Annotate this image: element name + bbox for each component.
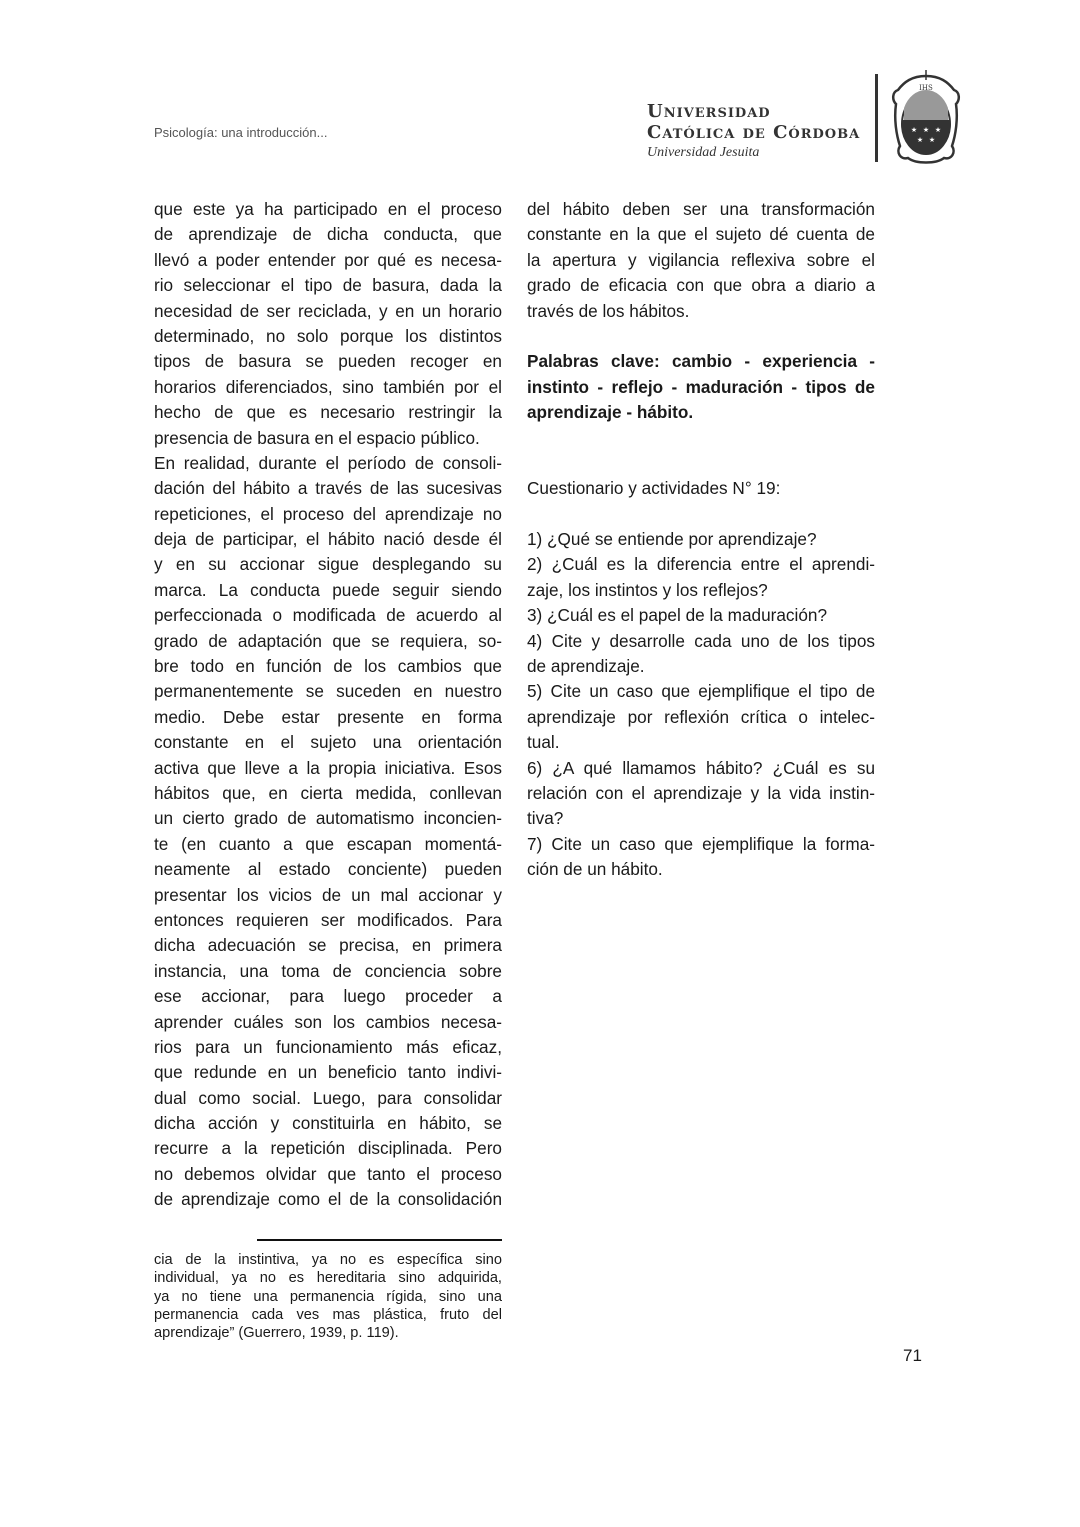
text-line: ción de un hábito. (527, 859, 663, 880)
text-line: aprendizaje” (Guerrero, 1939, p. 119). (154, 1325, 399, 1342)
text-line: 2) ¿Cuál es la diferencia entre el aprendi- (527, 554, 875, 575)
text-line: través de los hábitos. (527, 300, 690, 321)
text-line: zaje, los instintos y los reflejos? (527, 579, 768, 600)
question-item (527, 832, 875, 883)
text-line: de aprendizaje. (527, 656, 645, 677)
svg-text:★: ★ (916, 136, 924, 144)
text-line: dicha adecuación se precisa, en primera (154, 935, 502, 956)
right-column-text (527, 197, 875, 883)
text-line: la apertura y vigilancia reflexiva sobre el (527, 249, 875, 270)
text-line: que redunde en un beneficio tanto indivi- (154, 1062, 502, 1083)
text-line: En realidad, durante el período de consoli- (154, 452, 502, 473)
question-item (527, 603, 875, 628)
text-line: entonces requieren ser modificados. Para (154, 909, 502, 930)
text-line: no debemos olvidar que tanto el proceso (154, 1163, 502, 1184)
text-line: grado de eficacia con que obra a diario a (527, 275, 875, 296)
text-line: te (en cuanto a que escapan momentá- (154, 833, 502, 854)
text-line: horarios diferenciados, sino también por el (154, 376, 502, 397)
svg-text:★: ★ (934, 126, 942, 134)
text-line: tiva? (527, 808, 564, 829)
question-item (527, 629, 875, 680)
text-line: activa que lleve a la propia iniciativa. Esos (154, 757, 502, 778)
question-item (527, 552, 875, 603)
text-line: grado de adaptación que se requiera, so- (154, 630, 502, 651)
text-line: relación con el aprendizaje y la vida instin- (527, 783, 875, 803)
text-line: dación del hábito a través de las sucesivas (154, 478, 502, 499)
text-line: marca. La conducta puede seguir siendo (154, 579, 502, 600)
page-number: 71 (903, 1346, 922, 1365)
text-line: que este ya ha participado en el proceso (154, 199, 502, 219)
text-line: necesidad de ser reciclada, y en un horario (154, 300, 502, 321)
text-line: 1) ¿Qué se entiende por aprendizaje? (527, 529, 817, 550)
text-line: 5) Cite un caso que ejemplifique el tipo de (527, 681, 875, 702)
university-logo-text (647, 101, 860, 163)
svg-text:★: ★ (928, 136, 936, 144)
footnote (154, 1251, 502, 1342)
text-line: determinado, no solo porque los distintos (154, 325, 502, 346)
text-line: llevó a poder entender por qué es necesa- (154, 249, 502, 270)
question-item (527, 679, 875, 755)
text-line: Palabras clave: cambio - experiencia - (527, 351, 875, 372)
body-paragraph (154, 451, 502, 1213)
text-line: 3) ¿Cuál es el papel de la maduración? (527, 605, 828, 626)
text-line: medio. Debe estar presente en forma (154, 706, 502, 727)
text-line: neamente al estado conciente) pueden (154, 859, 502, 880)
text-line: hecho de que es necesario restringir la (154, 402, 502, 423)
svg-text:★: ★ (922, 126, 930, 134)
text-line: aprendizaje - hábito. (527, 402, 694, 423)
question-item (527, 527, 875, 552)
footnote-separator (257, 1239, 502, 1241)
text-line: dual como social. Luego, para consolidar (154, 1087, 502, 1108)
text-line: presencia de basura en el espacio público. (154, 427, 480, 448)
text-line: hábitos que, en cierta medida, conllevan (154, 782, 502, 803)
text-line: presentar los vicios de un mal accionar y (154, 884, 502, 905)
text-line: instinto - reflejo - maduración - tipos de (527, 376, 875, 397)
text-line: recurre a la repetición disciplinada. Pero (154, 1138, 502, 1159)
text-line: bre todo en función de los cambios que (154, 656, 502, 677)
svg-text:★: ★ (910, 126, 918, 134)
questionnaire-title: Cuestionario y actividades N° 19: (527, 478, 781, 499)
text-line: cia de la instintiva, ya no es específica sino (154, 1252, 502, 1268)
body-paragraph (527, 197, 875, 324)
logo-divider (875, 74, 878, 162)
text-line: repeticiones, el proceso del aprendizaje no (154, 503, 502, 524)
text-line: deja de participar, el hábito nació desde él (154, 529, 502, 550)
text-line: un cierto grado de automatismo inconcien- (154, 808, 502, 829)
text-line: tipos de basura se pueden recoger en (154, 351, 502, 372)
text-line: permanentemente se suceden en nuestro (154, 681, 502, 702)
text-line: aprender cuáles son los cambios necesa- (154, 1011, 502, 1032)
text-line: rios para un funcionamiento más eficaz, (154, 1036, 502, 1057)
text-line: instancia, una toma de conciencia sobre (154, 960, 502, 981)
question-item (527, 756, 875, 832)
text-line: 6) ¿A qué llamamos hábito? ¿Cuál es su (527, 757, 875, 778)
text-line: dicha acción y constituirla en hábito, se (154, 1113, 502, 1134)
logo-line-2: Católica de Córdoba (647, 122, 861, 143)
text-line: constante en la que el sujeto dé cuenta de (527, 224, 875, 245)
footnote-text (154, 1251, 502, 1342)
svg-text:IHS: IHS (919, 84, 933, 92)
text-line: y en su accionar sigue desplegando su (154, 554, 502, 575)
logo-line-3: Universidad Jesuita (647, 145, 760, 160)
text-line: permanencia cada ves mas plástica, fruto del (154, 1306, 502, 1323)
text-line: del hábito deben ser una transformación (527, 199, 875, 219)
text-line: tual. (527, 732, 560, 753)
text-line: de aprendizaje como el de la consolidación (154, 1189, 502, 1210)
text-line: ya no tiene una permanencia rígida, sino una (154, 1288, 502, 1305)
text-line: constante en el sujeto una orientación (154, 732, 502, 753)
text-line: de aprendizaje de dicha conducta, que (154, 224, 502, 245)
university-crest-icon (890, 68, 962, 168)
text-line: aprendizaje por reflexión crítica o intelec- (527, 706, 875, 727)
text-line: rio seleccionar el tipo de basura, dada la (154, 275, 502, 296)
text-line: 7) Cite un caso que ejemplifique la forma- (527, 833, 875, 854)
text-line: 4) Cite y desarrolle cada uno de los tipos (527, 630, 875, 651)
logo-line-1: Universidad (647, 101, 771, 122)
text-line: perfeccionada o modificada de acuerdo al (154, 605, 502, 626)
text-line: individual, ya no es hereditaria sino adquirida, (154, 1270, 502, 1287)
keywords-paragraph (527, 349, 875, 425)
text-line: ese accionar, para luego proceder a (154, 986, 502, 1007)
running-header-title: Psicología: una introducción... (154, 125, 328, 140)
body-paragraph (154, 197, 502, 451)
left-column-text (154, 197, 502, 1213)
